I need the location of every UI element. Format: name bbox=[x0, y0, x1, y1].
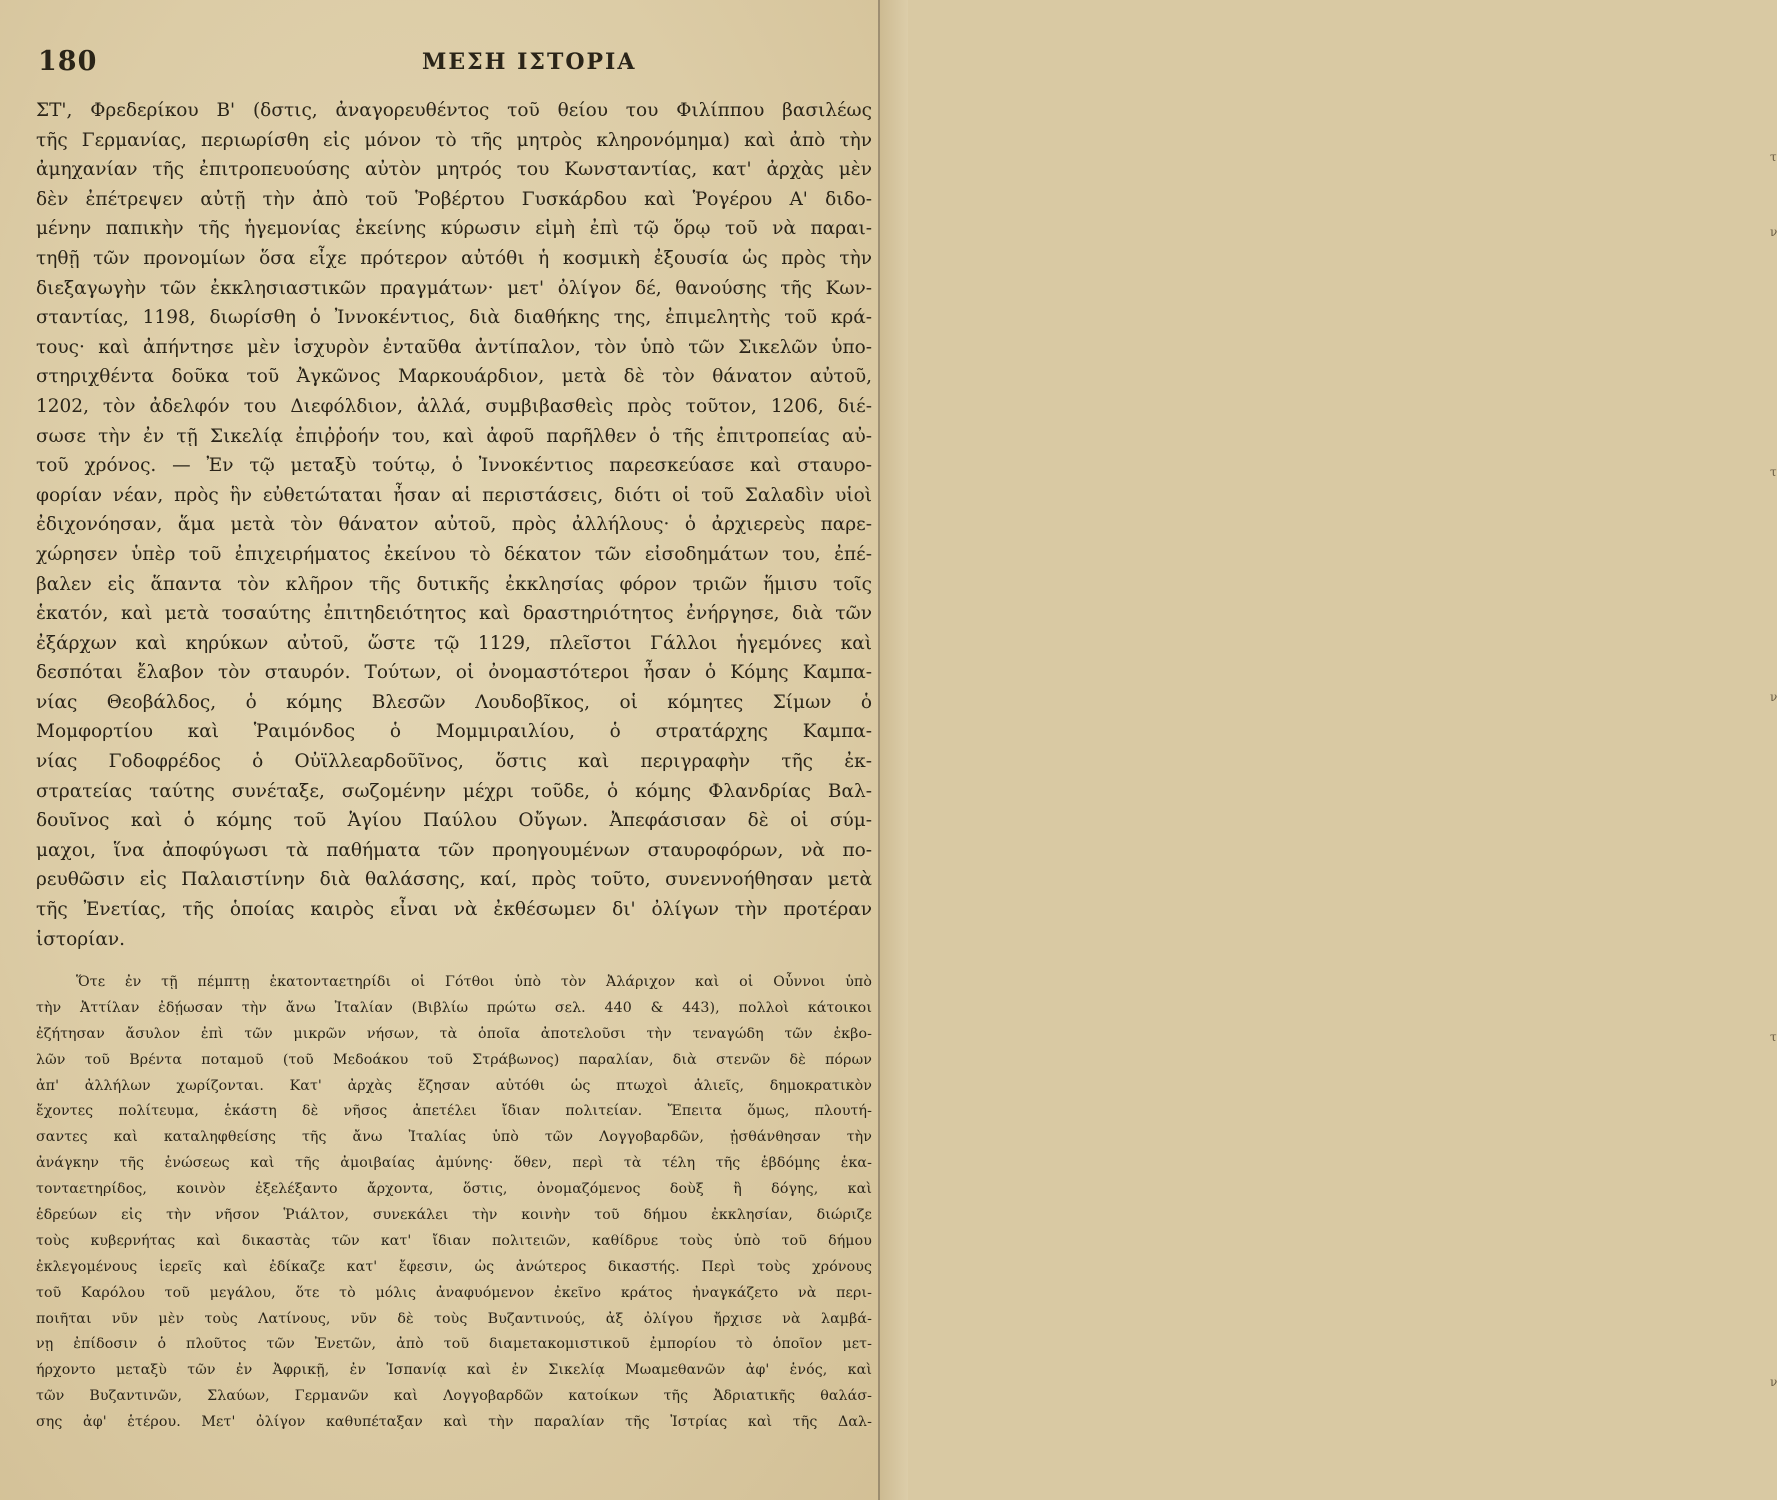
text-line: στρατείας ταύτης συνέταξε, σωζομένην μέχρι τοῦδε, ὁ κόμης Φλανδρίας Βαλ- bbox=[36, 780, 872, 802]
margin-mark: τ bbox=[1770, 1030, 1777, 1044]
footnote-line: Ὅτε ἐν τῇ πέμπτῃ ἑκατονταετηρίδι οἱ Γότθοι ὑπὸ τὸν Ἀλάριχον καὶ οἱ Οὖννοι ὑπὸ bbox=[76, 974, 872, 990]
text-line: ἐξάρχων καὶ κηρύκων αὐτοῦ, ὥστε τῷ 1129, πλεῖστοι Γάλλοι ἡγεμόνες καὶ bbox=[36, 632, 872, 654]
text-line: σωσε τὴν ἐν τῇ Σικελίᾳ ἐπιῤῥοήν του, καὶ ἀφοῦ παρῆλθεν ὁ τῆς ἐπιτροπείας αὐ- bbox=[36, 425, 872, 447]
text-line: δεσπόται ἔλαβον τὸν σταυρόν. Τούτων, οἱ ὀνομαστότεροι ἦσαν ὁ Κόμης Καμπα- bbox=[36, 662, 872, 684]
footnote-line: τὴν Ἀττίλαν ἐδῄωσαν τὴν ἄνω Ἰταλίαν (Βιβλίω πρώτω σελ. 440 & 443), πολλοὶ κάτοικοι bbox=[36, 999, 872, 1016]
running-head: ΜΕΣΗ ΙΣΤΟΡΙΑ bbox=[422, 49, 637, 75]
text-line: χώρησεν ὑπὲρ τοῦ ἐπιχειρήματος ἐκείνου τὸ δέκατον τῶν εἰσοδημάτων του, ἐπέ- bbox=[36, 543, 872, 565]
margin-mark: ν bbox=[1770, 225, 1777, 239]
footnote-line: τονταετηρίδος, κοινὸν ἐξελέξαντο ἄρχοντα, ὅστις, ὀνομαζόμενος δοὺξ ἢ δόγης, καὶ bbox=[36, 1181, 872, 1198]
page-gutter-line bbox=[878, 0, 880, 1500]
text-line: 1202, τὸν ἀδελφόν του Διεφόλδιον, ἀλλά, συμβιβασθεὶς πρὸς τοῦτον, 1206, διέ- bbox=[36, 395, 872, 417]
footnote-line: σαντες καὶ καταληφθείσης τῆς ἄνω Ἰταλίας ὑπὸ τῶν Λογγοβαρδῶν, ᾐσθάνθησαν τὴν bbox=[36, 1129, 872, 1146]
footnote-line: νῃ ἐπίδοσιν ὁ πλοῦτος τῶν Ἐνετῶν, ἀπὸ τοῦ διαμετακομιστικοῦ ἐμπορίου τὸ ὁποῖον μετ- bbox=[36, 1336, 872, 1353]
footnote-line: ἐζήτησαν ἄσυλον ἐπὶ τῶν μικρῶν νήσων, τὰ ὁποῖα ἀποτελοῦσι τὴν τεναγώδη τῶν ἐκβο- bbox=[36, 1025, 872, 1042]
text-line: τηθῇ τῶν προνομίων ὅσα εἶχε πρότερον αὐτόθι ἡ κοσμικὴ ἐξουσία ὡς πρὸς τὴν bbox=[36, 247, 872, 269]
text-line: δουῖνος καὶ ὁ κόμης τοῦ Ἁγίου Παύλου Οὔγων. Ἀπεφάσισαν δὲ οἱ σύμ- bbox=[36, 810, 872, 832]
footnote-line: ἔχοντες πολίτευμα, ἑκάστη δὲ νῆσος ἀπετέλει ἴδιαν πολιτείαν. Ἔπειτα ὅμως, πλουτή- bbox=[36, 1103, 872, 1120]
margin-mark: τ bbox=[1770, 465, 1777, 479]
text-line: τους· καὶ ἀπήντησε μὲν ἰσχυρὸν ἐνταῦθα ἀντίπαλον, τὸν ὑπὸ τῶν Σικελῶν ὑπο- bbox=[36, 336, 872, 358]
text-line: νίας Θεοβάλδος, ὁ κόμης Βλεσῶν Λουδοβῖκος, οἱ κόμητες Σίμων ὁ bbox=[36, 691, 872, 713]
text-line: τῆς Ἐνετίας, τῆς ὁποίας καιρὸς εἶναι νὰ ἐκθέσωμεν δι' ὀλίγων τὴν προτέραν bbox=[36, 899, 872, 921]
facing-page-edge bbox=[880, 0, 1777, 1500]
footnote-line: τῶν Βυζαντινῶν, Σλαύων, Γερμανῶν καὶ Λογγοβαρδῶν κατοίκων τῆς Ἀδριατικῆς θαλάσ- bbox=[36, 1388, 872, 1405]
text-line: ἐδιχονόησαν, ἅμα μετὰ τὸν θάνατον αὐτοῦ, πρὸς ἀλλήλους· ὁ ἀρχιερεὺς παρε- bbox=[36, 514, 872, 536]
text-line: ρευθῶσιν εἰς Παλαιστίνην διὰ θαλάσσης, καί, πρὸς τοῦτο, συνεννοήθησαν μετὰ bbox=[36, 869, 872, 891]
text-line: ἀμηχανίαν τῆς ἐπιτροπευούσης αὐτὸν μητρός του Κωνσταντίας, κατ' ἀρχὰς μὲν bbox=[36, 159, 872, 181]
text-line: μαχοι, ἵνα ἀποφύγωσι τὰ παθήματα τῶν προηγουμένων σταυροφόρων, νὰ πο- bbox=[36, 839, 872, 861]
footnote-line: τοῦ Καρόλου τοῦ μεγάλου, ὅτε τὸ μόλις ἀναφυόμενον ἐκεῖνο κράτος ἠναγκάζετο νὰ περι- bbox=[36, 1284, 872, 1301]
footnote-line: ήρχοντο μεταξὺ τῶν ἐν Ἀφρικῇ, ἐν Ἱσπανίᾳ καὶ ἐν Σικελίᾳ Μωαμεθανῶν ἀφ' ἑνός, καὶ bbox=[36, 1362, 872, 1379]
text-line: διεξαγωγὴν τῶν ἐκκλησιαστικῶν πραγμάτων· μετ' ὀλίγον δέ, θανούσης τῆς Κων- bbox=[36, 277, 872, 299]
footnote-line: ἑδρεύων εἰς τὴν νῆσον Ῥιάλτον, συνεκάλει τὴν κοινὴν τοῦ δήμου ἐκκλησίαν, διώριζε bbox=[36, 1207, 872, 1224]
footnote-line: σης ἀφ' ἑτέρου. Μετ' ὀλίγον καθυπέταξαν καὶ τὴν παραλίαν τῆς Ἰστρίας καὶ τῆς Δαλ- bbox=[36, 1414, 872, 1431]
page-header bbox=[38, 46, 868, 82]
text-line: τῆς Γερμανίας, περιωρίσθη εἰς μόνον τὸ τῆς μητρὸς κληρονόμημα) καὶ ἀπὸ τὴν bbox=[36, 129, 872, 151]
footnote-line: τοὺς κυβερνήτας καὶ δικαστὰς τῶν κατ' ἴδιαν πολιτειῶν, καθίδρυε τοὺς ὑπὸ τοῦ δήμου bbox=[36, 1232, 872, 1249]
text-line: σταντίας, 1198, διωρίσθη ὁ Ἰννοκέντιος, διὰ διαθήκης της, ἐπιμελητὴς τοῦ κρά- bbox=[36, 307, 872, 329]
text-line: μένην παπικὴν τῆς ἡγεμονίας ἐκείνης κύρωσιν εἰμὴ ἐπὶ τῷ ὅρῳ τοῦ νὰ παραι- bbox=[36, 218, 872, 240]
main-text bbox=[36, 96, 872, 954]
footnote bbox=[36, 970, 872, 1436]
text-line: Μομφορτίου καὶ Ῥαιμόνδος ὁ Μομμιραιλίου, ὁ στρατάρχης Καμπα- bbox=[36, 721, 872, 743]
footnote-line: ἀπ' ἀλλήλων χωρίζονται. Κατ' ἀρχὰς ἔζησαν αὐτόθι ὡς πτωχοὶ ἁλιεῖς, δημοκρατικὸν bbox=[36, 1077, 872, 1094]
text-line: νίας Γοδοφρέδος ὁ Οὐϊλλεαρδοῦῖνος, ὅστις καὶ περιγραφὴν τῆς ἐκ- bbox=[36, 751, 872, 773]
footnote-line: ἐκλεγομένους ἱερεῖς καὶ ἐδίκαζε κατ' ἔφεσιν, ὡς ἀνώτερος δικαστής. Περὶ τοὺς χρόνους bbox=[36, 1258, 872, 1275]
margin-mark: ν bbox=[1770, 690, 1777, 704]
text-line: στηριχθέντα δοῦκα τοῦ Ἀγκῶνος Μαρκουάρδιον, μετὰ δὲ τὸν θάνατον αὐτοῦ, bbox=[36, 366, 872, 388]
margin-mark: τ bbox=[1770, 150, 1777, 164]
text-line: δὲν ἐπέτρεψεν αὐτῇ τὴν ἀπὸ τοῦ Ῥοβέρτου Γυσκάρδου καὶ Ῥογέρου Α' διδο- bbox=[36, 188, 872, 210]
margin-mark: ν bbox=[1770, 1375, 1777, 1389]
footnote-line: ποιῆται νῦν μὲν τοὺς Λατίνους, νῦν δὲ τοὺς Βυζαντινούς, ἀξ ὀλίγου ἤρχισε νὰ λαμβά- bbox=[36, 1310, 872, 1327]
footnote-line: λῶν τοῦ Βρέντα ποταμοῦ (τοῦ Μεδοάκου τοῦ Στράβωνος) παραλίαν, διὰ στενῶν δὲ πόρων bbox=[36, 1051, 872, 1068]
text-line: βαλεν εἰς ἅπαντα τὸν κλῆρον τῆς δυτικῆς ἐκκλησίας φόρον τριῶν ἥμισυ τοῖς bbox=[36, 573, 872, 595]
text-line: ἱστορίαν. bbox=[36, 928, 126, 950]
text-line: τοῦ χρόνος. — Ἐν τῷ μεταξὺ τούτῳ, ὁ Ἰννοκέντιος παρεσκεύασε καὶ σταυρο- bbox=[36, 455, 872, 477]
page-number: 180 bbox=[38, 46, 98, 77]
text-line: ΣΤ', Φρεδερίκου Β' (δστις, ἀναγορευθέντος τοῦ θείου του Φιλίππου βασιλέως bbox=[36, 100, 872, 121]
footnote-line: ἀνάγκην τῆς ἑνώσεως καὶ τῆς ἀμοιβαίας ἀμύνης· ὅθεν, περὶ τὰ τέλη τῆς ἑβδόμης ἑκα- bbox=[36, 1155, 872, 1172]
text-line: ἑκατόν, καὶ μετὰ τοσαύτης ἐπιτηδειότητος καὶ δραστηριότητος ἐνήργησε, διὰ τῶν bbox=[36, 603, 872, 625]
text-line: φορίαν νέαν, πρὸς ἣν εὐθετώταται ἦσαν αἱ περιστάσεις, διότι οἱ τοῦ Σαλαδὶν υἱοὶ bbox=[36, 484, 872, 506]
